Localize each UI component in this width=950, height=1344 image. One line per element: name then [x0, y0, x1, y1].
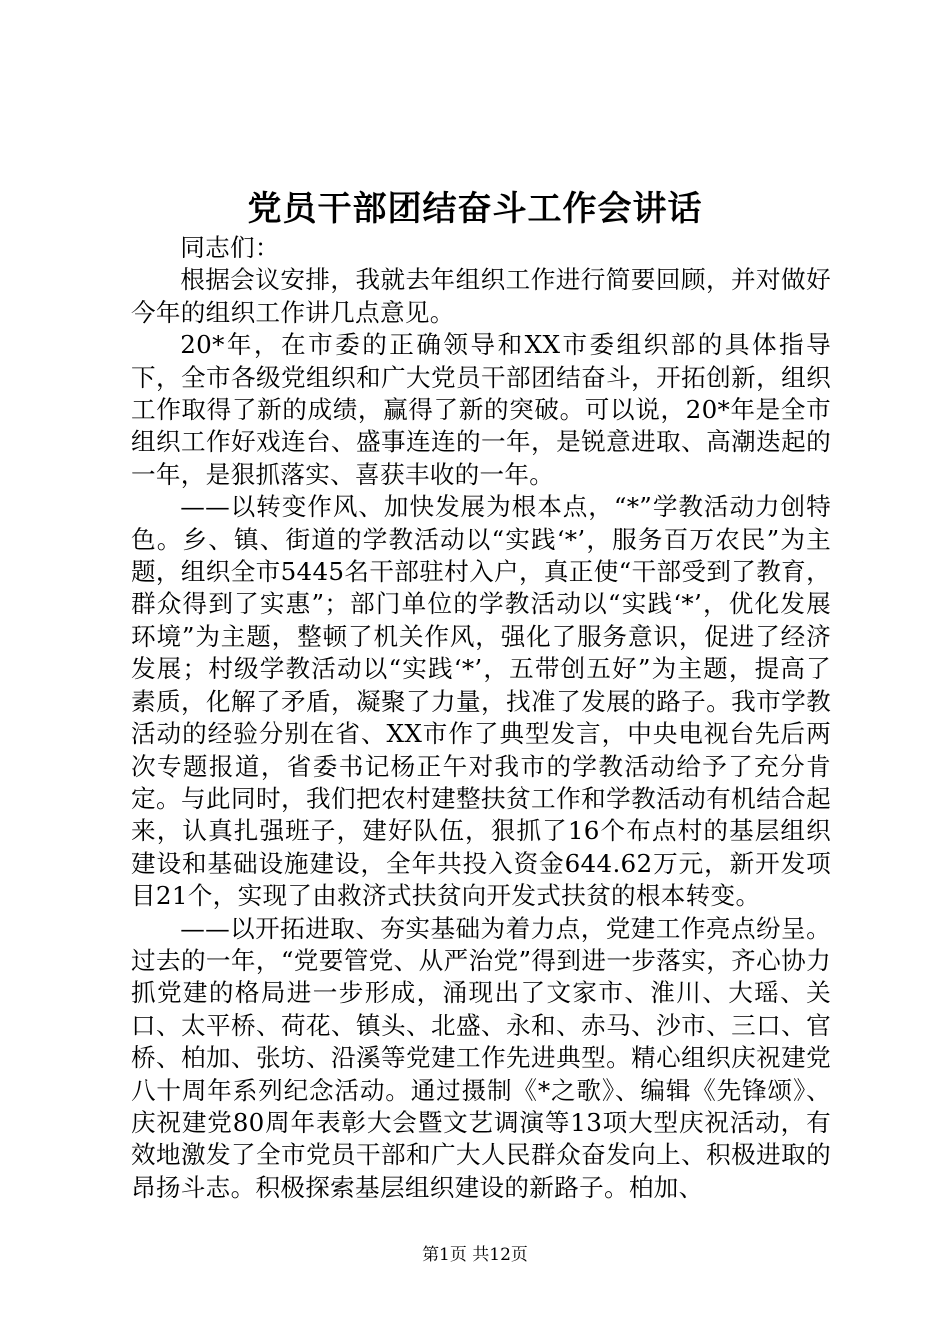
- body-paragraph-3: ——以转变作风、加快发展为根本点，“*”学教活动力创特色。乡、镇、街道的学教活动以“实践‘*’，服务百万农民”为主题，组织全市5445名干部驻村入户，真正使“干部受到了教育，群众得到了实惠”；部门单位的学教活动以“实践‘*’，优化发展环境”为主题，整顿了机关作风，强化了服务意识，促进了经济发展；村级学教活动以“实践‘*’，五带创五好”为主题，提高了素质，化解了矛盾，凝聚了力量，找准了发展的路子。我市学教活动的经验分别在省、XX市作了典型发言，中央电视台先后两次专题报道，省委书记杨正午对我市的学教活动给予了充分肯定。与此同时，我们把农村建整扶贫工作和学教活动有机结合起来，认真扎强班子，建好队伍，狠抓了16个布点村的基层组织建设和基础设施建设，全年共投入资金644.62万元，新开发项目21个，实现了由救济式扶贫向开发式扶贫的根本转变。: [131, 492, 831, 911]
- page-footer: 第1页 共12页: [422, 1245, 528, 1265]
- document-body: [131, 232, 831, 1204]
- salutation-paragraph: 同志们：: [180, 233, 280, 262]
- body-paragraph-1: 根据会议安排，我就去年组织工作进行简要回顾，并对做好今年的组织工作讲几点意见。: [131, 265, 831, 327]
- document-title: 党员干部团结奋斗工作会讲话: [247, 189, 703, 229]
- body-paragraph-4: ——以开拓进取、夯实基础为着力点，党建工作亮点纷呈。过去的一年，“党要管党、从严治党”得到进一步落实，齐心协力抓党建的格局进一步形成，涌现出了文家市、淮川、大瑶、关口、太平桥、荷花、镇头、北盛、永和、赤马、沙市、三口、官桥、柏加、张坊、沿溪等党建工作先进典型。精心组织庆祝建党八十周年系列纪念活动。通过摄制《*之歌》、编辑《先锋颂》、庆祝建党80周年表彰大会暨文艺调演等13项大型庆祝活动，有效地激发了全市党员干部和广大人民群众奋发向上、积极进取的昂扬斗志。积极探索基层组织建设的新路子。柏加、: [131, 913, 831, 1202]
- body-paragraph-2: 20*年，在市委的正确领导和XX市委组织部的具体指导下，全市各级党组织和广大党员干部团结奋斗，开拓创新，组织工作取得了新的成绩，赢得了新的突破。可以说，20*年是全市组织工作好戏连台、盛事连连的一年，是锐意进取、高潮迭起的一年，是狠抓落实、喜获丰收的一年。: [131, 330, 831, 489]
